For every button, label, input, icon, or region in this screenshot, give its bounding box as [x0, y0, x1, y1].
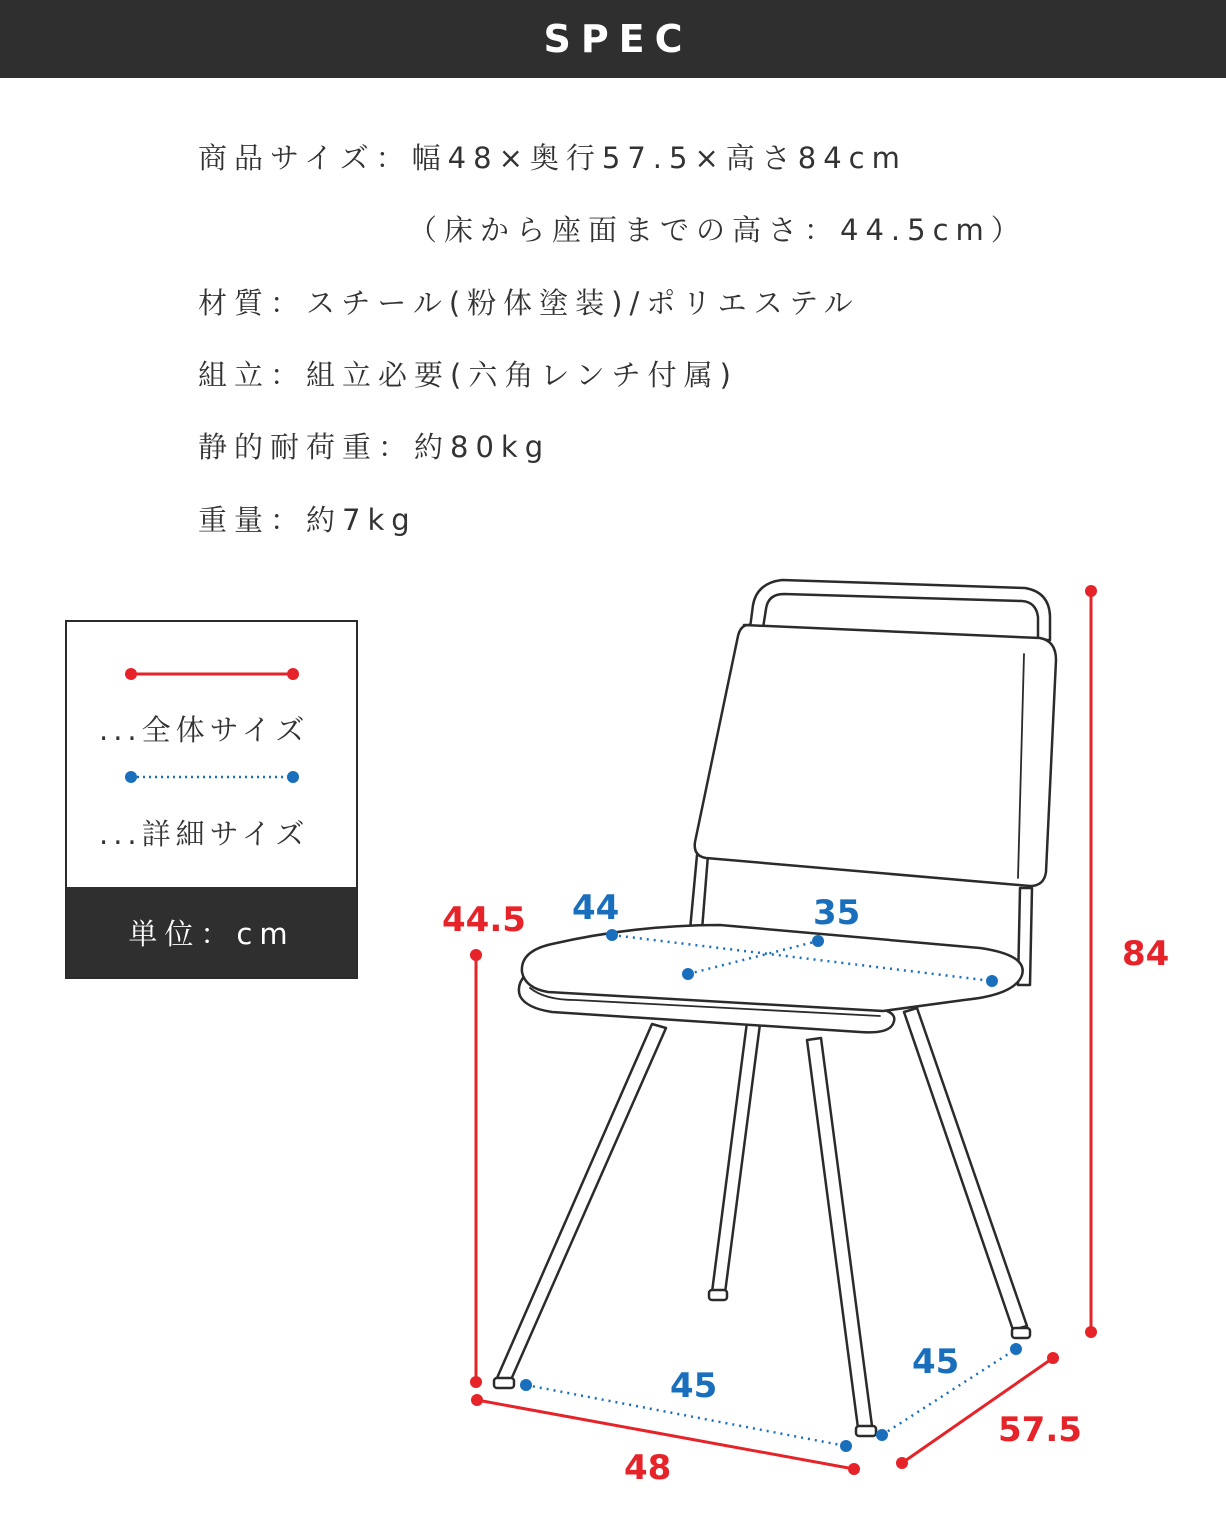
dim-label-seat-width: 44	[572, 888, 620, 928]
dim-label-depth: 57.5	[998, 1410, 1082, 1450]
spec-material: 材質：スチール(粉体塗装)/ポリエステル	[198, 286, 860, 320]
legend-detail-label: ...詳細サイズ	[99, 817, 310, 851]
foot-rear-right	[1012, 1328, 1030, 1338]
dim-label-width: 48	[624, 1448, 672, 1488]
chair-leg-rear-left	[712, 1022, 760, 1293]
dim-label-leg-front: 45	[670, 1366, 718, 1406]
chair-leg-front-right	[807, 1038, 872, 1428]
chair-backrest	[695, 625, 1056, 886]
chair-back-frame-left	[690, 855, 708, 930]
spec-seat-height: （床から座面までの高さ：44.5cm）	[408, 213, 1027, 247]
dim-label-seat-depth: 35	[813, 893, 861, 933]
dim-label-seat-height: 44.5	[442, 900, 526, 940]
spec-load: 静的耐荷重：約80kg	[198, 430, 551, 464]
chair-leg-rear-right	[904, 1008, 1027, 1330]
header-title: SPEC	[543, 17, 693, 61]
spec-weight: 重量：約7kg	[198, 503, 417, 537]
legend-overall-label: ...全体サイズ	[99, 713, 310, 747]
foot-front-right	[856, 1426, 876, 1436]
foot-rear-left	[709, 1290, 727, 1300]
dim-line-seat-height-44-5	[470, 949, 482, 1388]
legend-unit: 単位：cm	[67, 887, 356, 977]
spec-size: 商品サイズ：幅48×奥行57.5×高さ84cm	[198, 141, 907, 175]
spec-assembly: 組立：組立必要(六角レンチ付属)	[198, 358, 738, 392]
chair-leg-front-left	[497, 1024, 666, 1382]
dim-label-leg-side: 45	[912, 1342, 960, 1382]
dim-label-height: 84	[1122, 934, 1170, 974]
dim-line-height-84	[1085, 585, 1097, 1338]
foot-front-left	[494, 1378, 514, 1388]
